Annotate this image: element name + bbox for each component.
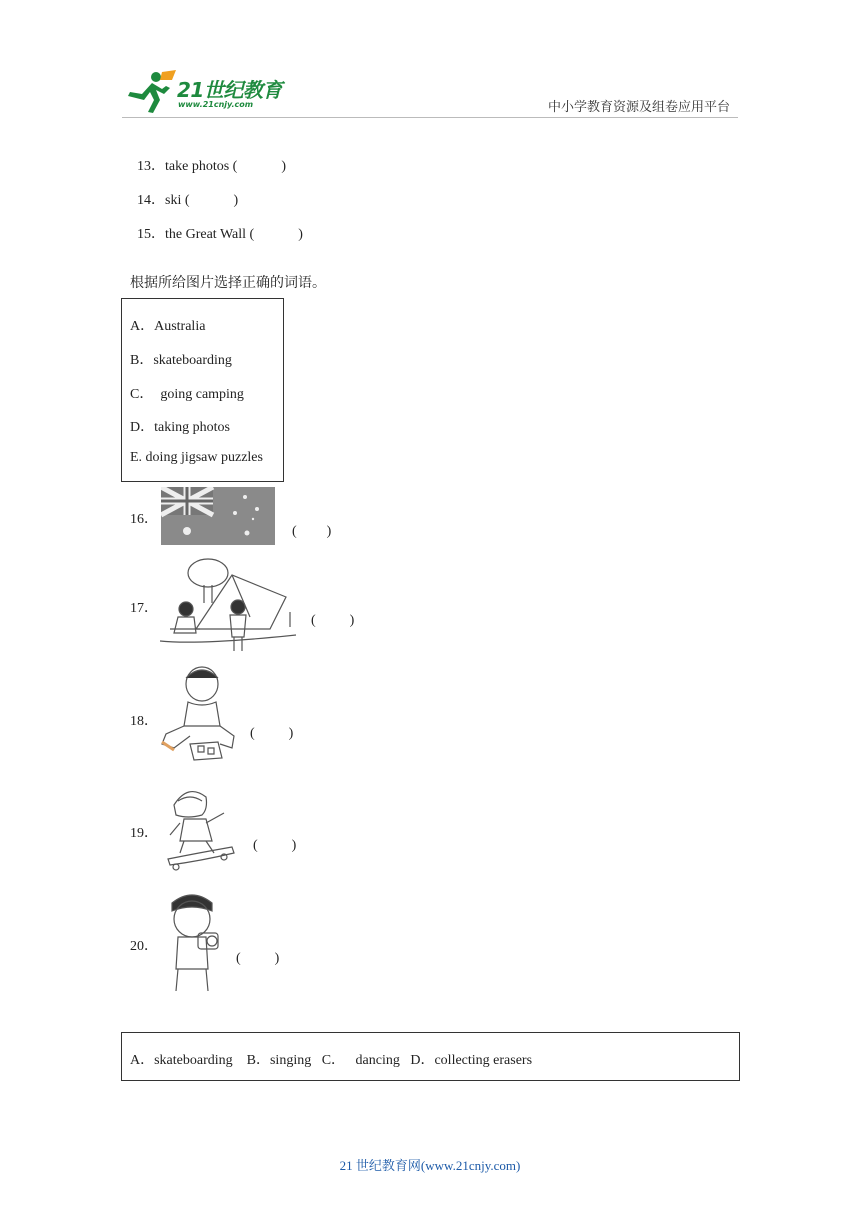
option-d: D．taking photos — [130, 420, 230, 435]
question-20-answer[interactable]: ( ) — [236, 951, 280, 966]
question-number: 14． — [137, 193, 165, 208]
question-text: take photos ( — [165, 159, 238, 174]
question-15 — [130, 207, 303, 243]
option-a: A．Australia — [130, 319, 206, 334]
runner-logo-icon — [122, 70, 178, 114]
footer-source: 21 世纪教育网(www.21cnjy.com) — [339, 1158, 521, 1173]
question-20-number: 20． — [130, 939, 158, 954]
options-box — [121, 298, 284, 482]
question-19-answer[interactable]: ( ) — [253, 838, 297, 853]
boy-jigsaw-icon — [160, 664, 242, 764]
header-divider — [122, 117, 738, 118]
question-number: 15． — [137, 227, 165, 242]
boy-camera-icon — [162, 893, 224, 993]
question-16-answer[interactable]: ( ) — [292, 524, 332, 539]
answer-blank-close[interactable]: ) — [233, 193, 239, 208]
option-b: B．skateboarding — [130, 353, 232, 368]
question-14 — [130, 173, 238, 209]
question-number: 13． — [137, 159, 165, 174]
question-17-number: 17． — [130, 601, 158, 616]
question-16-number: 16． — [130, 512, 158, 527]
logo-text: 21世纪教育 — [177, 78, 282, 102]
question-text: ski ( — [165, 193, 190, 208]
logo-url: www.21cnjy.com — [178, 100, 254, 109]
question-17-answer[interactable]: ( ) — [311, 613, 355, 628]
option-e: E. doing jigsaw puzzles — [130, 450, 263, 465]
answer-blank-close[interactable]: ) — [281, 159, 286, 174]
australia-flag-icon — [161, 487, 275, 545]
question-18-number: 18． — [130, 714, 158, 729]
boy-skateboard-icon — [162, 783, 236, 875]
question-13 — [130, 139, 286, 175]
answer-blank-close[interactable]: ) — [298, 227, 303, 242]
question-18-answer[interactable]: ( ) — [250, 726, 294, 741]
word-bank-options: A．skateboarding B．singing C． dancing D．collecting erasers — [130, 1053, 533, 1068]
option-c: C． going camping — [130, 387, 244, 402]
word-bank-box — [121, 1032, 740, 1081]
camping-tent-icon — [160, 557, 298, 657]
section-instruction: 根据所给图片选择正确的词语。 — [130, 275, 326, 291]
question-19-number: 19． — [130, 826, 158, 841]
question-text: the Great Wall ( — [165, 227, 255, 242]
platform-name: 中小学教育资源及组卷应用平台 — [547, 100, 730, 115]
logo — [122, 70, 292, 116]
